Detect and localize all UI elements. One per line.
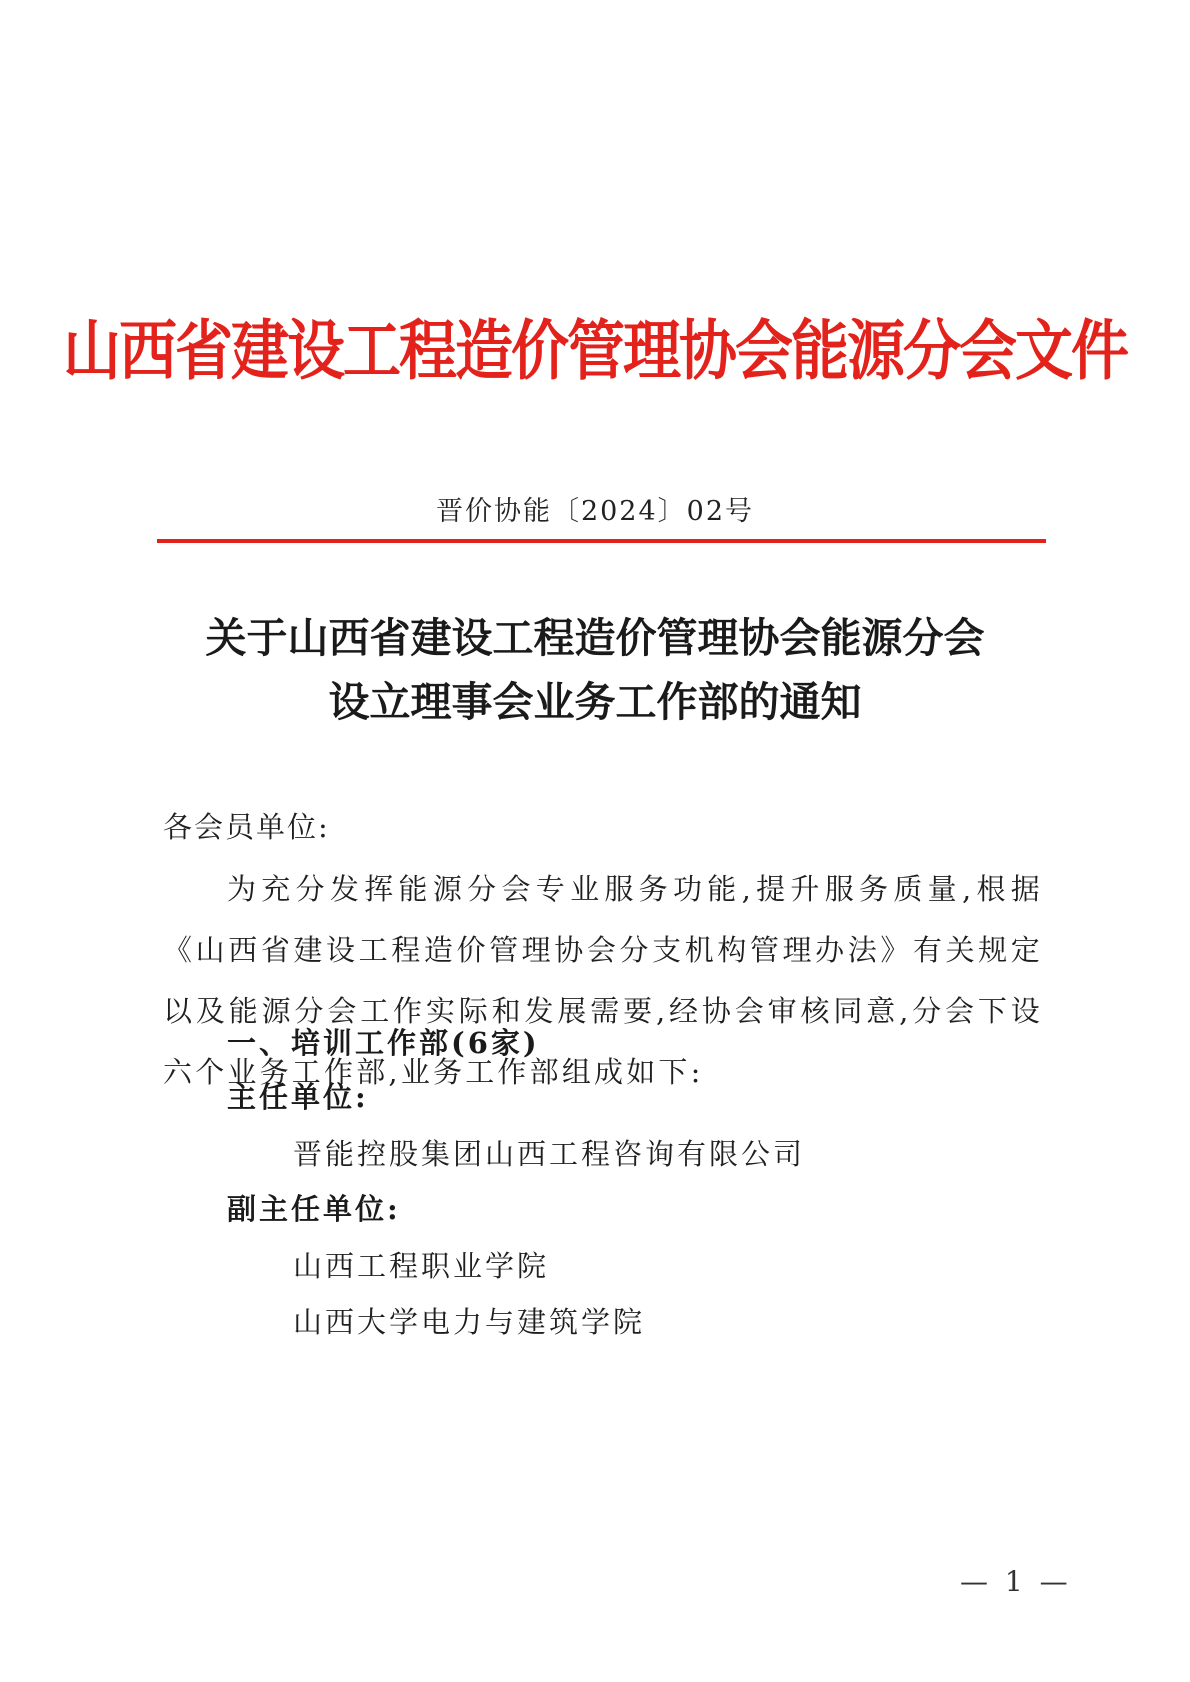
notice-title-line-1: 关于山西省建设工程造价管理协会能源分会 <box>205 614 985 662</box>
deputy-unit-label: 副主任单位: <box>227 1192 401 1226</box>
director-unit: 晋能控股集团山西工程咨询有限公司 <box>293 1137 806 1171</box>
red-divider-line <box>157 539 1046 543</box>
salutation: 各会员单位: <box>163 810 330 844</box>
document-number: 晋价协能〔2024〕02号 <box>435 496 755 527</box>
notice-title <box>0 606 1190 734</box>
masthead-title: 山西省建设工程造价管理协会能源分会文件 <box>62 312 1127 389</box>
notice-title-line-2: 设立理事会业务工作部的通知 <box>328 678 862 726</box>
section-heading-training: 一、培训工作部(6家) <box>227 1026 540 1060</box>
deputy-unit: 山西大学电力与建筑学院 <box>293 1305 646 1339</box>
body-paragraph: 为充分发挥能源分会专业服务功能,提升服务质量,根据《山西省建设工程造价管理协会分支机构管理办法》有关规定以及能源分会工作实际和发展需要,经协会审核同意,分会下设六个业务工作部,业务工作部组成如下: <box>163 872 1043 1089</box>
deputy-unit: 山西工程职业学院 <box>293 1249 550 1283</box>
page-number: — 1 — <box>960 1565 1072 1598</box>
director-unit-label: 主任单位: <box>227 1080 369 1114</box>
